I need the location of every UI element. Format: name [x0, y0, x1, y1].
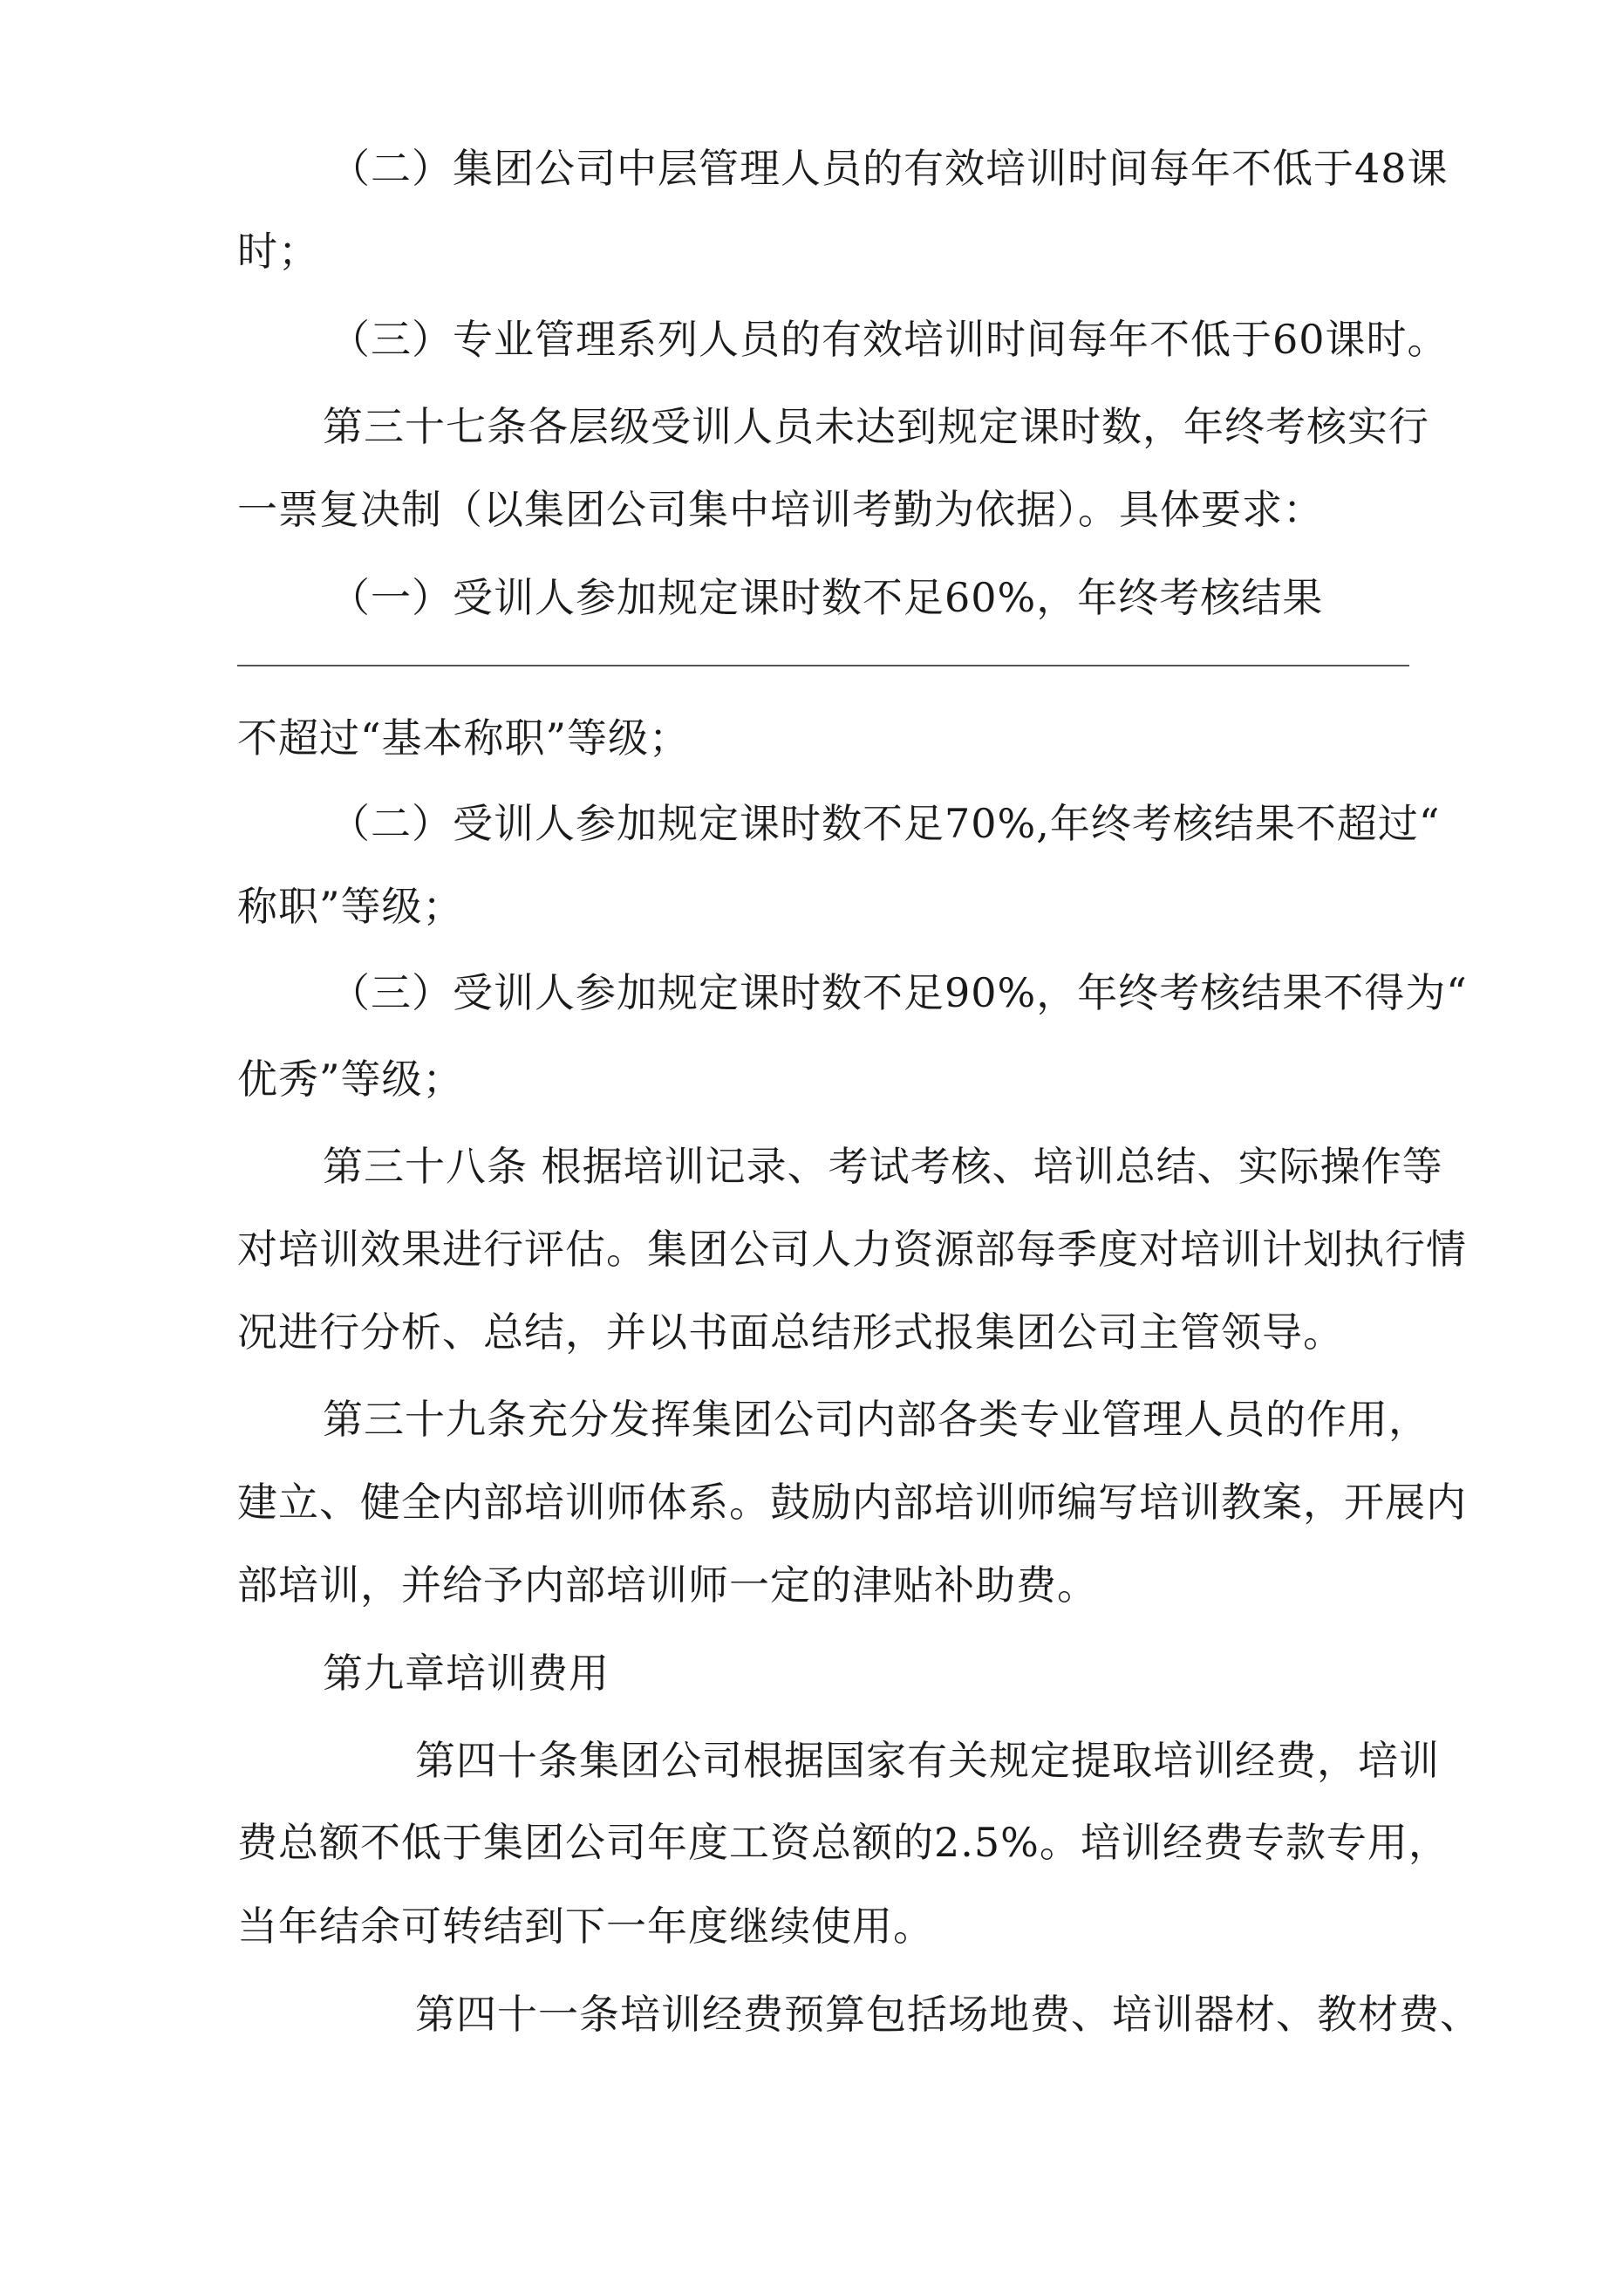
paragraph-line: 一票复决制（以集团公司集中培训考勤为依据）。具体要求： [237, 486, 1324, 533]
paragraph-line: 第三十八条 根据培训记录、考试考核、培训总结、实际操作等 [323, 1143, 1443, 1190]
paragraph-line: 对培训效果进行评估。集团公司人力资源部每季度对培训计划执行情 [237, 1226, 1467, 1273]
chapter-heading: 第九章培训费用 [323, 1650, 610, 1697]
paragraph-line: （二）受训人参加规定课时数不足70%,年终考核结果不超过“ [330, 800, 1441, 847]
paragraph-line: 时； [237, 228, 319, 275]
paragraph-line: （三）专业管理系列人员的有效培训时间每年不低于60课时。 [330, 316, 1449, 363]
paragraph-line: 第四十条集团公司根据国家有关规定提取培训经费，培训 [415, 1737, 1440, 1784]
paragraph-line: 称职”等级； [237, 883, 464, 930]
paragraph-line: 第三十七条各层级受训人员未达到规定课时数，年终考核实行 [323, 403, 1429, 450]
page-break-divider [237, 665, 1409, 666]
paragraph-line: （二）集团公司中层管理人员的有效培训时间每年不低于48课 [330, 145, 1449, 192]
paragraph-line: 优秀”等级； [237, 1056, 464, 1103]
paragraph-line: 不超过“基本称职”等级； [237, 714, 691, 762]
paragraph-line: 当年结余可转结到下一年度继续使用。 [237, 1903, 934, 1950]
paragraph-line: 第三十九条充分发挥集团公司内部各类专业管理人员的作用， [323, 1396, 1429, 1443]
paragraph-line: 建立、健全内部培训师体系。鼓励内部培训师编写培训教案，开展内 [237, 1479, 1467, 1526]
paragraph-line: （三）受训人参加规定课时数不足90%，年终考核结果不得为“ [330, 969, 1468, 1016]
paragraph-line: （一）受训人参加规定课时数不足60%，年终考核结果 [330, 574, 1324, 621]
paragraph-line: 况进行分析、总结，并以书面总结形式报集团公司主管领导。 [237, 1309, 1344, 1356]
paragraph-line: 部培训，并给予内部培训师一定的津贴补助费。 [237, 1561, 1098, 1609]
paragraph-line: 费总额不低于集团公司年度工资总额的2.5%。培训经费专款专用， [237, 1819, 1449, 1866]
paragraph-line: 第四十一条培训经费预算包括场地费、培训器材、教材费、 [415, 1991, 1481, 2038]
